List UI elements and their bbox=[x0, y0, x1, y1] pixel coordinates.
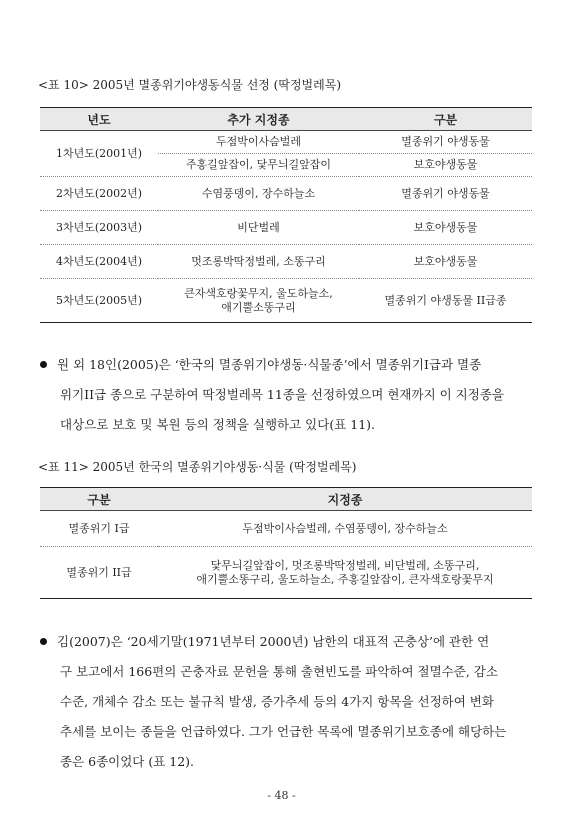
year-cell: 1차년도(2001년) bbox=[40, 131, 158, 177]
paragraph-line: 추세를 보이는 종들을 언급하였다. 그가 언급한 목록에 멸종위기보호종에 해당하는 bbox=[60, 724, 507, 739]
species-cell: 주홍길앞잡이, 닻무늬길앞잡이 bbox=[158, 154, 359, 177]
category-cell: 멸종위기 야생동물 bbox=[359, 177, 532, 211]
category-cell: 보호야생동물 bbox=[359, 154, 532, 177]
table-row bbox=[40, 511, 532, 547]
category-cell: 멸종위기 야생동물 II급종 bbox=[359, 279, 532, 323]
paragraph-text: 김(2007)은 ‘20세기말(1971년부터 2000년) 남한의 대표적 곤충상’에 관한 연 bbox=[57, 634, 490, 649]
table-10-caption: <표 10> 2005년 멸종위기야생동식물 선정 (딱정벌레목) bbox=[38, 78, 342, 92]
paragraph-line: 수준, 개체수 감소 또는 불규칙 발생, 증가추세 등의 4가지 항목을 선정하여 변화 bbox=[60, 694, 494, 709]
category-cell: 보호야생동물 bbox=[359, 245, 532, 279]
year-cell: 3차년도(2003년) bbox=[40, 211, 158, 245]
header-species: 추가 지정종 bbox=[158, 108, 359, 131]
paragraph-line bbox=[40, 350, 534, 380]
species-line: 애기뿔소똥구리, 울도하늘소, 주홍길앞잡이, 큰자색호랑꽃무지 bbox=[196, 572, 494, 586]
category-cell: 멸종위기 II급 bbox=[40, 547, 158, 599]
table-row bbox=[40, 279, 532, 323]
paragraph-line: 대상으로 보호 및 복원 등의 정책을 실행하고 있다(표 11). bbox=[60, 417, 375, 432]
table-row bbox=[40, 211, 532, 245]
table-11-caption: <표 11> 2005년 한국의 멸종위기야생동·식물 (딱정벌레목) bbox=[38, 460, 357, 474]
table-row bbox=[40, 245, 532, 279]
table-row bbox=[40, 547, 532, 599]
header-category: 구분 bbox=[359, 108, 532, 131]
year-cell: 5차년도(2005년) bbox=[40, 279, 158, 323]
category-cell: 멸종위기 야생동물 bbox=[359, 131, 532, 154]
species-cell: 두점박이사슴벌레, 수염풍뎅이, 장수하늘소 bbox=[158, 511, 532, 547]
bullet-icon bbox=[40, 361, 47, 368]
paragraph-line bbox=[40, 627, 534, 657]
paragraph-2 bbox=[40, 627, 534, 777]
species-cell: 두점박이사슴벌레 bbox=[158, 131, 359, 154]
header-year: 년도 bbox=[40, 108, 158, 131]
page-number: - 48 - bbox=[267, 789, 296, 802]
species-cell bbox=[158, 279, 359, 323]
table-10 bbox=[40, 107, 532, 323]
year-cell: 4차년도(2004년) bbox=[40, 245, 158, 279]
species-line: 닻무늬길앞잡이, 멋조롱박딱정벌레, 비단벌레, 소똥구리, bbox=[210, 558, 480, 572]
paragraph-line: 종은 6종이었다 (표 12). bbox=[60, 754, 195, 769]
bullet-icon bbox=[40, 638, 47, 645]
species-cell: 비단벌레 bbox=[158, 211, 359, 245]
table-row bbox=[40, 177, 532, 211]
table-row bbox=[40, 131, 532, 154]
category-cell: 보호야생동물 bbox=[359, 211, 532, 245]
category-cell: 멸종위기 I급 bbox=[40, 511, 158, 547]
paragraph-1 bbox=[40, 350, 534, 440]
species-cell: 수염풍뎅이, 장수하늘소 bbox=[158, 177, 359, 211]
paragraph-line: 위기II급 종으로 구분하여 딱정벌레목 11종을 선정하였으며 현재까지 이 지정종을 bbox=[60, 387, 504, 402]
species-line: 큰자색호랑꽃무지, 울도하늘소, bbox=[184, 286, 333, 300]
table-11 bbox=[40, 487, 532, 599]
header-category: 구분 bbox=[40, 488, 158, 511]
species-cell: 멋조롱박딱정벌레, 소똥구리 bbox=[158, 245, 359, 279]
table-header-row bbox=[40, 488, 532, 511]
table-header-row bbox=[40, 108, 532, 131]
header-species: 지정종 bbox=[158, 488, 532, 511]
species-line: 애기뿔소똥구리 bbox=[221, 300, 296, 314]
species-cell bbox=[158, 547, 532, 599]
paragraph-line: 구 보고에서 166편의 곤충자료 문헌을 통해 출현빈도를 파악하여 절멸수준, 감소 bbox=[60, 664, 498, 679]
year-cell: 2차년도(2002년) bbox=[40, 177, 158, 211]
paragraph-text: 원 외 18인(2005)은 ‘한국의 멸종위기야생동·식물종’에서 멸종위기I급과 멸종 bbox=[57, 357, 482, 372]
